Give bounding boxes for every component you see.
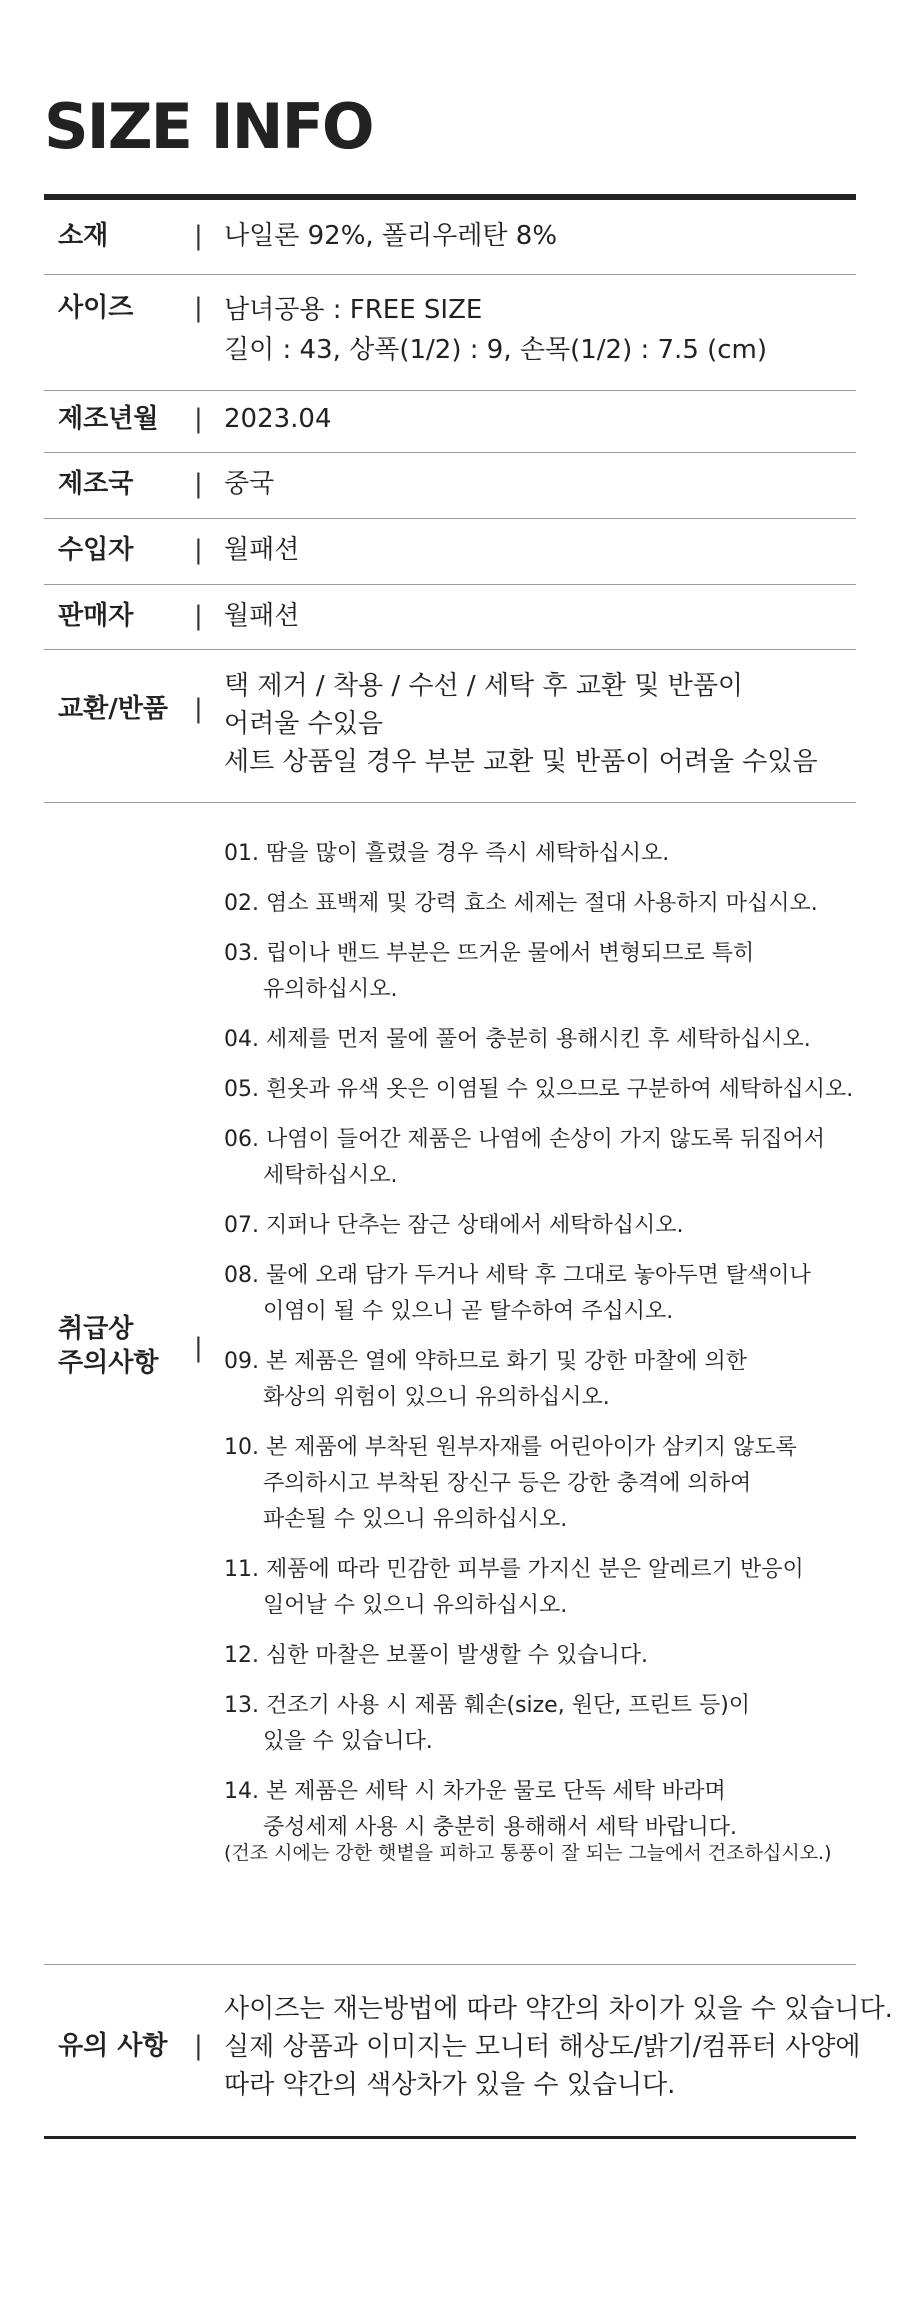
care-item-line: 10. 본 제품에 부착된 원부자재를 어린아이가 삼키지 않도록	[224, 1435, 797, 1460]
care-label-line: 주의사항	[58, 1348, 159, 1378]
row-separator: |	[194, 601, 203, 631]
row-label-exchange: 교환/반품	[58, 694, 168, 724]
row-label-material: 소재	[58, 221, 109, 251]
row-label-importer: 수입자	[58, 535, 134, 565]
care-item	[224, 1552, 900, 1624]
header-divider	[44, 194, 856, 200]
exchange-line: 세트 상품일 경우 부분 교환 및 반품이 어려울 수있음	[224, 747, 818, 777]
row-label-care	[58, 1312, 158, 1380]
row-value-exchange	[224, 667, 864, 781]
care-item-line: 06. 나염이 들어간 제품은 나염에 손상이 가지 않도록 뒤집어서	[224, 1127, 825, 1152]
row-separator: |	[194, 1333, 203, 1363]
notice-line: 따라 약간의 색상차가 있을 수 있습니다.	[224, 2070, 676, 2100]
care-item-line: 07. 지퍼나 단추는 잠근 상태에서 세탁하십시오.	[224, 1213, 684, 1238]
row-separator: |	[194, 535, 203, 565]
row-value-manufacture-date: 2023.04	[224, 404, 332, 434]
care-item	[224, 1022, 900, 1058]
care-item	[224, 836, 900, 872]
care-item-line: 화상의 위험이 있으니 유의하십시오.	[263, 1385, 610, 1410]
care-item-line: 일어날 수 있으니 유의하십시오.	[263, 1593, 568, 1618]
care-item-line: 09. 본 제품은 열에 약하므로 화기 및 강한 마찰에 의한	[224, 1349, 747, 1374]
exchange-line: 어려울 수있음	[224, 709, 383, 739]
care-item	[224, 1344, 900, 1416]
care-item	[224, 1430, 900, 1538]
care-item	[224, 1774, 900, 1846]
page-title: SIZE INFO	[44, 90, 373, 163]
care-item-line: 주의하시고 부착된 장신구 등은 강한 충격에 의하여	[263, 1471, 752, 1496]
row-value-notice	[224, 1990, 893, 2104]
row-separator: |	[194, 2031, 203, 2061]
care-item	[224, 1638, 900, 1674]
row-label-seller: 판매자	[58, 601, 134, 631]
care-note: (건조 시에는 강한 햇볕을 피하고 통풍이 잘 되는 그늘에서 건조하십시오.)	[224, 1842, 832, 1864]
row-divider	[44, 802, 856, 803]
care-item-line: 파손될 수 있으니 유의하십시오.	[263, 1507, 568, 1532]
care-item	[224, 1072, 900, 1108]
row-value-size	[224, 290, 864, 370]
care-item-line: 유의하십시오.	[263, 977, 398, 1002]
row-divider	[44, 390, 856, 391]
care-item	[224, 1122, 900, 1194]
row-divider	[44, 274, 856, 275]
care-item	[224, 936, 900, 1008]
row-value-seller: 월패션	[224, 601, 300, 631]
care-item	[224, 886, 900, 922]
care-item-line: 13. 건조기 사용 시 제품 훼손(size, 원단, 프린트 등)이	[224, 1693, 751, 1718]
row-separator: |	[194, 404, 203, 434]
care-item-line: 있을 수 있습니다.	[263, 1729, 433, 1754]
care-label-line: 취급상	[58, 1314, 134, 1344]
care-item-line: 이염이 될 수 있으니 곧 탈수하여 주십시오.	[263, 1299, 674, 1324]
row-value-country: 중국	[224, 469, 275, 499]
row-divider	[44, 649, 856, 650]
care-item	[224, 1208, 900, 1244]
row-label-country: 제조국	[58, 469, 134, 499]
row-divider	[44, 584, 856, 585]
row-value-material: 나일론 92%, 폴리우레탄 8%	[224, 221, 558, 251]
care-item-line: 01. 땀을 많이 흘렸을 경우 즉시 세탁하십시오.	[224, 841, 670, 866]
row-divider	[44, 452, 856, 453]
care-item-line: 04. 세제를 먼저 물에 풀어 충분히 용해시킨 후 세탁하십시오.	[224, 1027, 811, 1052]
care-item-line: 02. 염소 표백제 및 강력 효소 세제는 절대 사용하지 마십시오.	[224, 891, 818, 916]
care-item	[224, 1258, 900, 1330]
care-item	[224, 1688, 900, 1760]
row-separator: |	[194, 469, 203, 499]
care-instructions-list	[224, 836, 900, 1860]
row-label-notice: 유의 사항	[58, 2031, 168, 2061]
footer-divider	[44, 2136, 856, 2139]
row-separator: |	[194, 694, 203, 724]
care-item-line: 14. 본 제품은 세탁 시 차가운 물로 단독 세탁 바라며	[224, 1779, 726, 1804]
care-item-line: 12. 심한 마찰은 보풀이 발생할 수 있습니다.	[224, 1643, 648, 1668]
care-item-line: 중성세제 사용 시 충분히 용해해서 세탁 바랍니다.	[263, 1815, 737, 1840]
row-divider	[44, 1964, 856, 1965]
size-line: 길이 : 43, 상폭(1/2) : 9, 손목(1/2) : 7.5 (cm)	[224, 335, 768, 365]
exchange-line: 택 제거 / 착용 / 수선 / 세탁 후 교환 및 반품이	[224, 671, 744, 701]
care-item-line: 08. 물에 오래 담가 두거나 세탁 후 그대로 놓아두면 탈색이나	[224, 1263, 811, 1288]
row-separator: |	[194, 293, 203, 323]
row-divider	[44, 518, 856, 519]
care-item-line: 11. 제품에 따라 민감한 피부를 가지신 분은 알레르기 반응이	[224, 1557, 804, 1582]
notice-line: 실제 상품과 이미지는 모니터 해상도/밝기/컴퓨터 사양에	[224, 2032, 861, 2062]
care-item-line: 03. 립이나 밴드 부분은 뜨거운 물에서 변형되므로 특히	[224, 941, 755, 966]
row-label-size: 사이즈	[58, 293, 134, 323]
row-separator: |	[194, 221, 203, 251]
care-item-line: 05. 흰옷과 유색 옷은 이염될 수 있으므로 구분하여 세탁하십시오.	[224, 1077, 854, 1102]
size-line: 남녀공용 : FREE SIZE	[224, 295, 483, 325]
care-item-line: 세탁하십시오.	[263, 1163, 398, 1188]
row-value-importer: 월패션	[224, 535, 300, 565]
notice-line: 사이즈는 재는방법에 따라 약간의 차이가 있을 수 있습니다.	[224, 1994, 893, 2024]
row-label-manufacture-date: 제조년월	[58, 404, 159, 434]
